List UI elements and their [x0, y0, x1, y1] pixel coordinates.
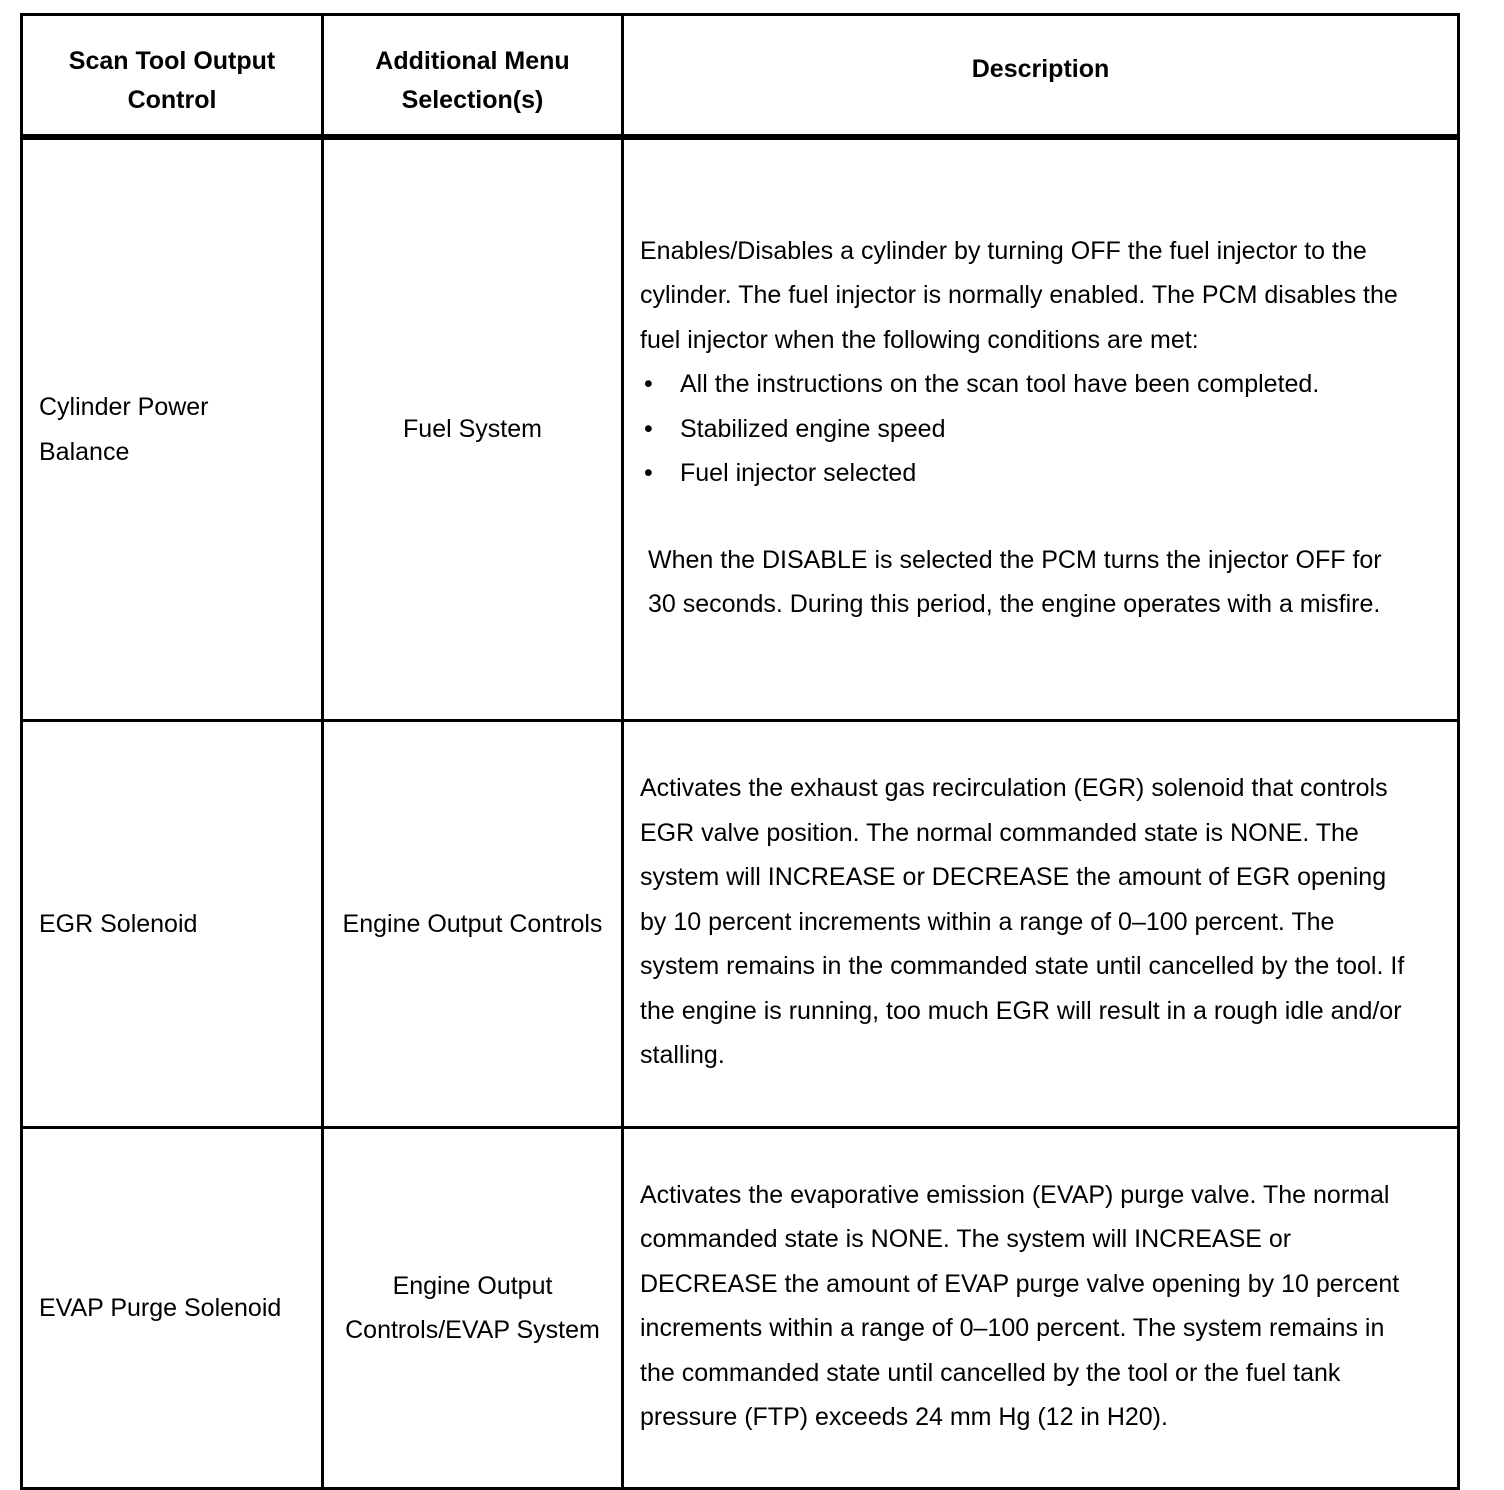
- description-outro: When the DISABLE is selected the PCM turns the injector OFF for 30 seconds. During this period, the engine operates with a misfire.: [648, 545, 1382, 618]
- paragraph-spacer: [640, 496, 1407, 538]
- list-item-text: Fuel injector selected: [680, 459, 917, 487]
- list-item: [640, 362, 1407, 407]
- list-item-text: All the instructions on the scan tool have been completed.: [680, 370, 1320, 398]
- row-description: [623, 137, 1459, 721]
- row-description: Activates the exhaust gas recirculation (EGR) solenoid that controls EGR valve position. The normal commanded state is NONE. The system will INCREASE or DECREASE the amount of EGR opening by 10 percent increments within a range of 0–100 percent. The system remains in the commanded state until cancelled by the tool. If the engine is running, too much EGR will result in a rough idle and/or stalling.: [623, 721, 1459, 1128]
- row-description: Activates the evaporative emission (EVAP) purge valve. The normal commanded state is NONE. The system will INCREASE or DECREASE the amount of EVAP purge valve opening by 10 percent increments within a range of 0–100 percent. The system remains in the commanded state until cancelled by the tool or the fuel tank pressure (FTP) exceeds 24 mm Hg (12 in H20).: [623, 1128, 1459, 1489]
- row-control: EGR Solenoid: [22, 721, 323, 1128]
- header-description: Description: [623, 15, 1459, 138]
- row-menu-selection: Engine Output Controls: [323, 721, 623, 1128]
- bullet-icon: •: [644, 370, 653, 398]
- row-control: Cylinder Power Balance: [22, 137, 323, 721]
- table-row: [22, 137, 1459, 721]
- conditions-list: [640, 362, 1407, 496]
- list-item: [640, 451, 1407, 496]
- table-row: [22, 721, 1459, 1128]
- list-item: [640, 407, 1407, 452]
- output-control-table: [20, 13, 1460, 1490]
- table-header-row: [22, 15, 1459, 138]
- bullet-icon: •: [644, 414, 653, 443]
- row-menu-selection: Fuel System: [323, 137, 623, 721]
- header-additional-menu-selections: Additional Menu Selection(s): [323, 15, 623, 138]
- table-row: [22, 1128, 1459, 1489]
- bullet-icon: •: [644, 459, 653, 487]
- header-scan-tool-output-control: Scan Tool Output Control: [22, 15, 323, 138]
- description-intro: Enables/Disables a cylinder by turning OFF the fuel injector to the cylinder. The fuel injector is normally enabled. The PCM disables the fuel injector when the following conditions are met:: [640, 236, 1398, 354]
- list-item-text: Stabilized engine speed: [680, 414, 946, 443]
- row-control: EVAP Purge Solenoid: [22, 1128, 323, 1489]
- row-menu-selection: Engine Output Controls/EVAP System: [323, 1128, 623, 1489]
